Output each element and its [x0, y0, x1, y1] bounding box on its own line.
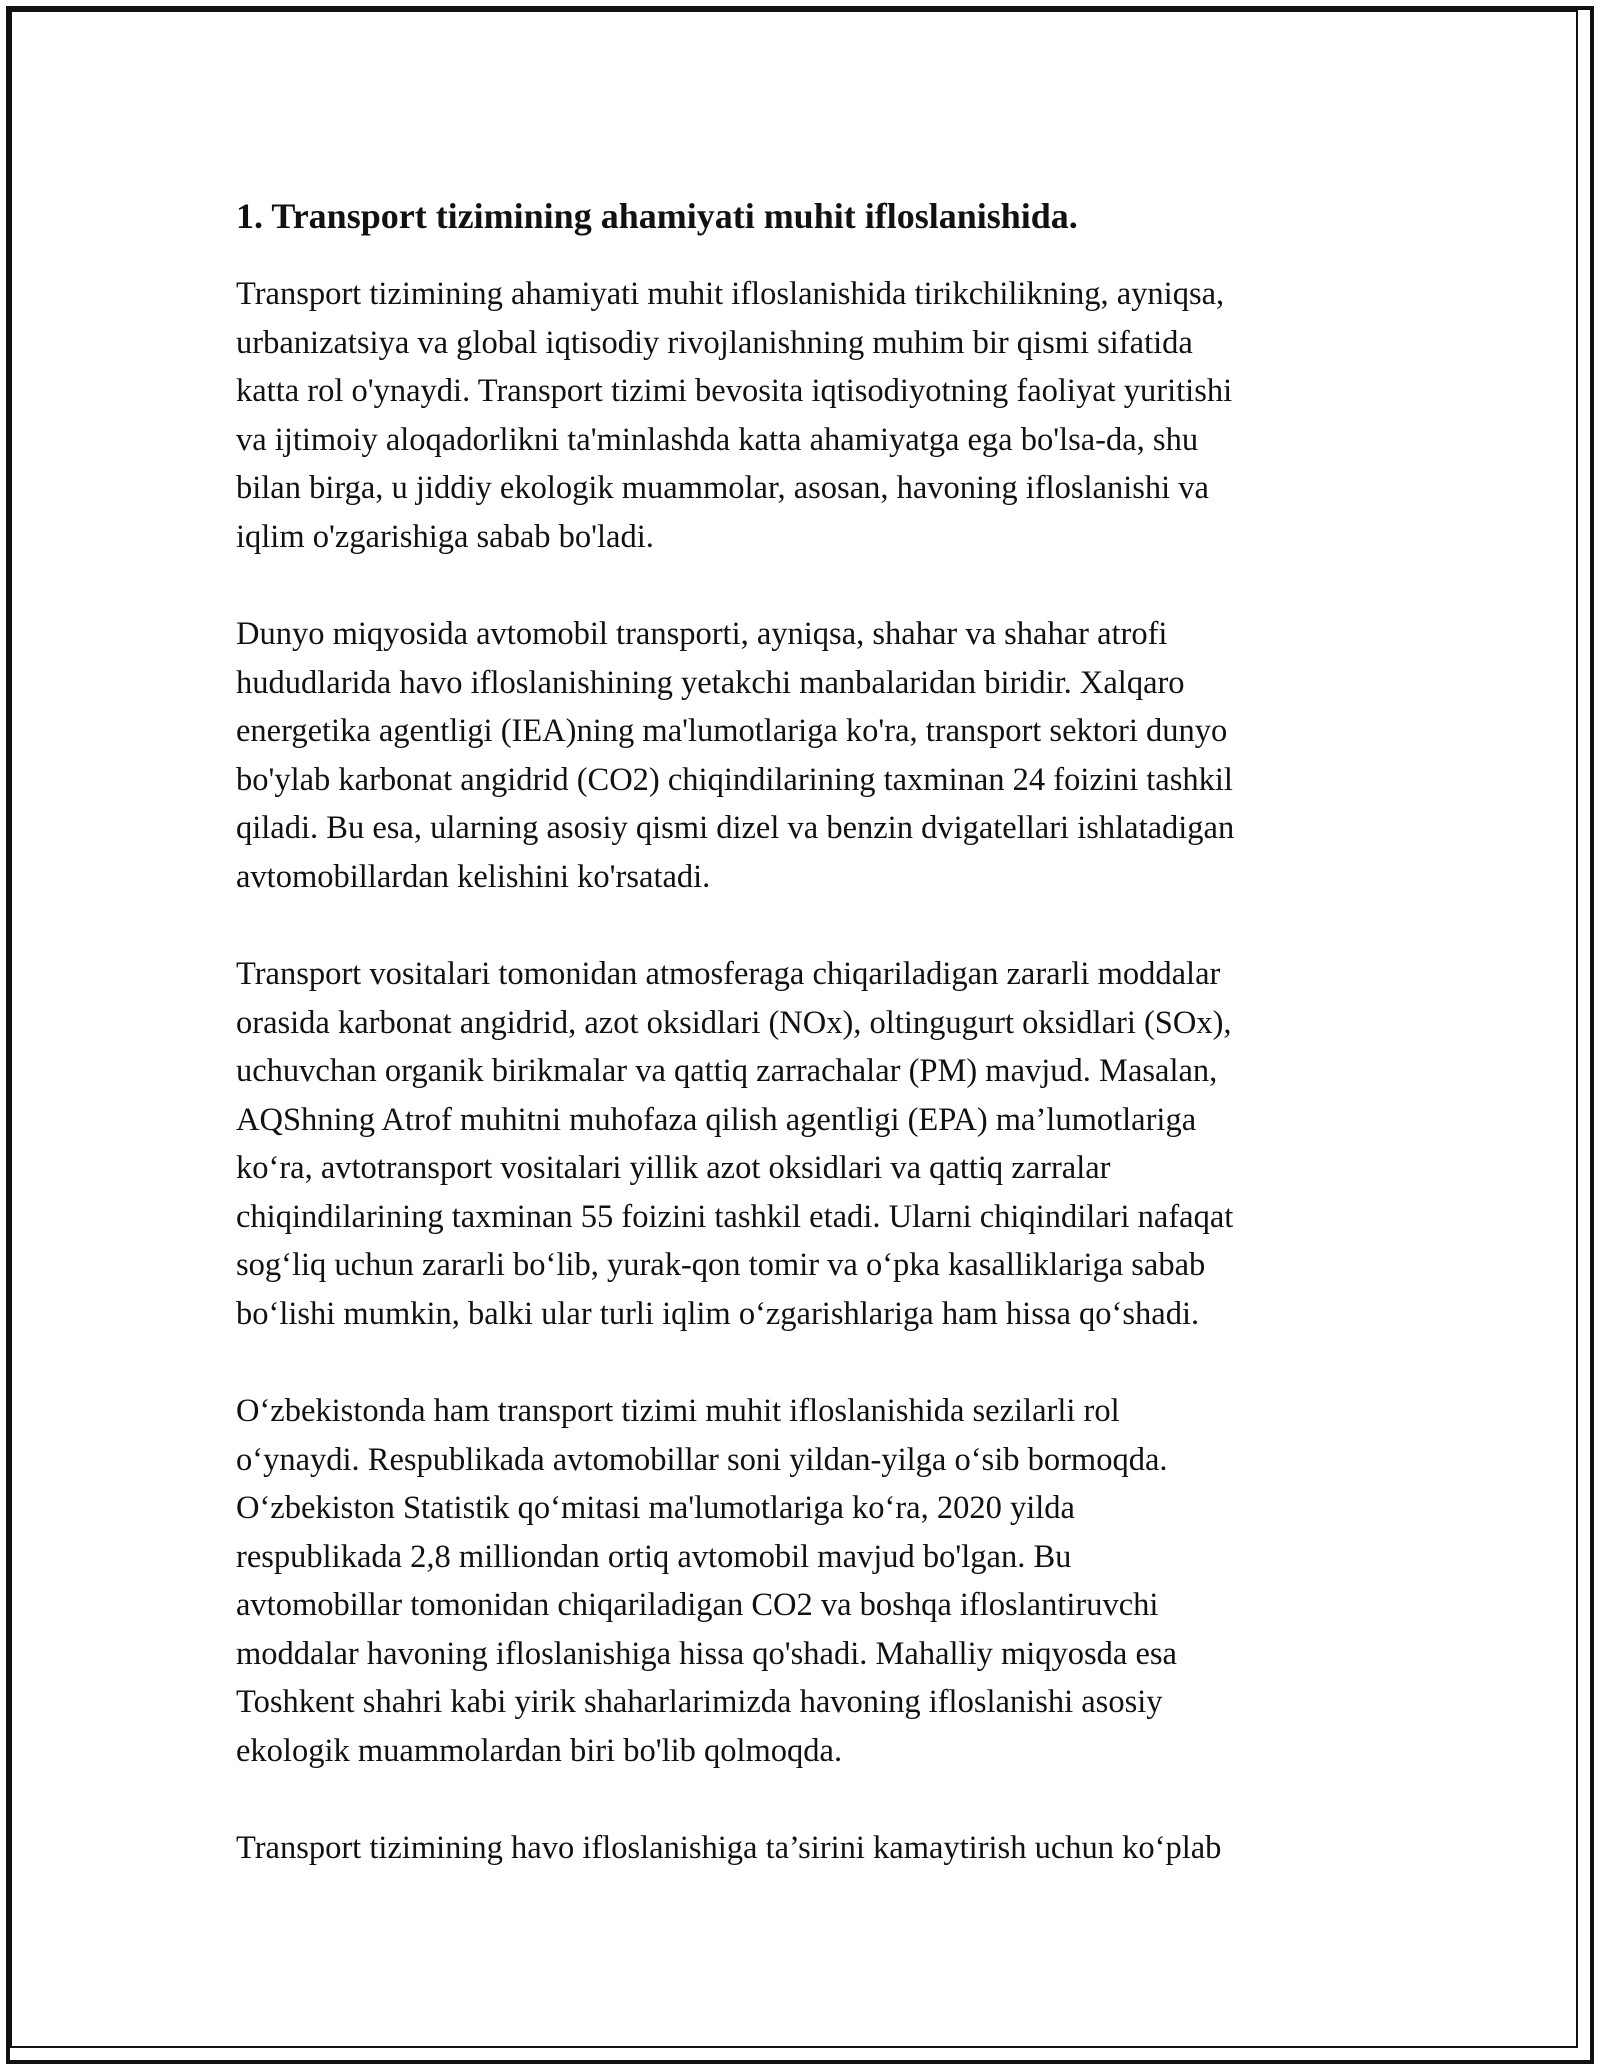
- text-line: iqlim o'zgarishiga sabab bo'ladi.: [236, 518, 654, 555]
- text-line: Transport vositalari tomonidan atmosferaga chiqariladigan zararli moddalar: [236, 956, 1221, 992]
- text-line: bo‘lishi mumkin, balki ular turli iqlim o‘zgarishlariga ham hissa qo‘shadi.: [236, 1295, 1200, 1332]
- text-line: orasida karbonat angidrid, azot oksidlari (NOx), oltingugurt oksidlari (SOx),: [236, 1004, 1232, 1041]
- document-page: [236, 188, 1376, 1922]
- text-line: Toshkent shahri kabi yirik shaharlarimizda havoning ifloslanishi asosiy: [236, 1684, 1163, 1720]
- text-line: O‘zbekistonda ham transport tizimi muhit ifloslanishida sezilarli rol: [236, 1393, 1120, 1429]
- text-line: urbanizatsiya va global iqtisodiy rivojlanishning muhim bir qismi sifatida: [236, 324, 1193, 361]
- text-line: energetika agentligi (IEA)ning ma'lumotlariga ko'ra, transport sektori dunyo: [236, 713, 1228, 749]
- text-line: hududlarida havo ifloslanishining yetakchi manbalaridan biridir. Xalqaro: [236, 664, 1185, 701]
- text-line: chiqindilarining taxminan 55 foizini tashkil etadi. Ularni chiqindilari nafaqat: [236, 1198, 1234, 1235]
- text-line: sog‘liq uchun zararli bo‘lib, yurak-qon tomir va o‘pka kasalliklariga sabab: [236, 1247, 1206, 1283]
- paragraph-1: [236, 270, 1376, 561]
- text-line: qiladi. Bu esa, ularning asosiy qismi dizel va benzin dvigatellari ishlatadigan: [236, 810, 1235, 846]
- text-line: Transport tizimining ahamiyati muhit ifloslanishida tirikchilikning, ayniqsa,: [236, 276, 1225, 312]
- text-line: bo'ylab karbonat angidrid (CO2) chiqindilarining taxminan 24 foizini tashkil: [236, 761, 1233, 798]
- text-line: o‘ynaydi. Respublikada avtomobillar soni yildan-yilga o‘sib bormoqda.: [236, 1441, 1168, 1478]
- text-line: ekologik muammolardan biri bo'lib qolmoqda.: [236, 1732, 843, 1769]
- text-line: Transport tizimining havo ifloslanishiga ta’sirini kamaytirish uchun ko‘plab: [236, 1830, 1222, 1866]
- text-line: respublikada 2,8 milliondan ortiq avtomobil mavjud bo'lgan. Bu: [236, 1538, 1072, 1575]
- text-line: moddalar havoning ifloslanishiga hissa qo'shadi. Mahalliy miqyosda esa: [236, 1635, 1177, 1672]
- text-line: O‘zbekiston Statistik qo‘mitasi ma'lumotlariga ko‘ra, 2020 yilda: [236, 1490, 1075, 1526]
- text-line: Dunyo miqyosida avtomobil transporti, ayniqsa, shahar va shahar atrofi: [236, 616, 1168, 652]
- text-line: katta rol o'ynaydi. Transport tizimi bevosita iqtisodiyotning faoliyat yuritishi: [236, 373, 1233, 409]
- text-line: avtomobillardan kelishini ko'rsatadi.: [236, 858, 711, 895]
- text-line: AQShning Atrof muhitni muhofaza qilish agentligi (EPA) ma’lumotlariga: [236, 1101, 1197, 1138]
- paragraph-2: [236, 610, 1376, 901]
- paragraph-4: [236, 1387, 1376, 1775]
- paragraph-3: [236, 950, 1376, 1338]
- text-line: bilan birga, u jiddiy ekologik muammolar, asosan, havoning ifloslanishi va: [236, 470, 1209, 506]
- text-line: uchuvchan organik birikmalar va qattiq zarrachalar (PM) mavjud. Masalan,: [236, 1053, 1218, 1089]
- text-line: ko‘ra, avtotransport vositalari yillik azot oksidlari va qattiq zarralar: [236, 1150, 1111, 1186]
- section-heading: 1. Transport tizimining ahamiyati muhit ifloslanishida.: [236, 196, 1078, 236]
- paragraph-5: [236, 1824, 1376, 1873]
- text-line: avtomobillar tomonidan chiqariladigan CO2 va boshqa ifloslantiruvchi: [236, 1587, 1159, 1623]
- text-line: va ijtimoiy aloqadorlikni ta'minlashda katta ahamiyatga ega bo'lsa-da, shu: [236, 421, 1199, 458]
